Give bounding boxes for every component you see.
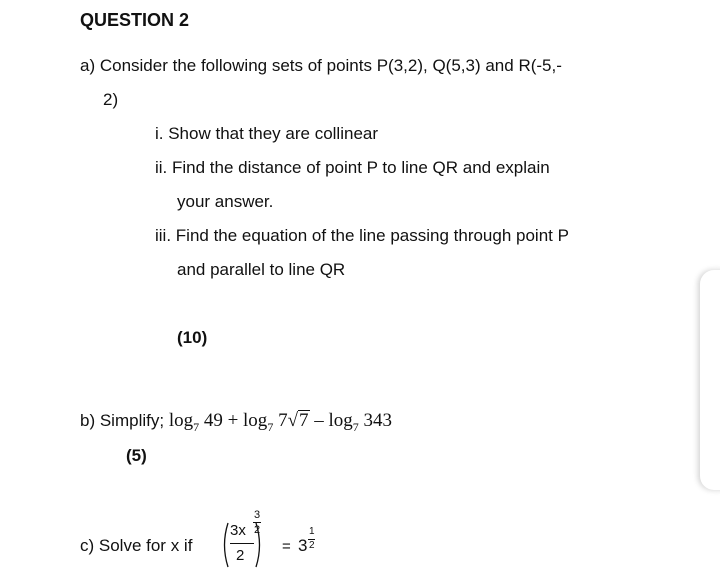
coefficient: 7 xyxy=(278,410,288,431)
log-term-3 xyxy=(328,410,392,434)
rhs-base: 3 xyxy=(298,536,308,555)
log-base: 7 xyxy=(193,419,200,434)
left-paren-icon xyxy=(220,522,230,568)
minus-sign: – xyxy=(314,410,324,431)
item-iii-line1: iii. Find the equation of the line passing through point P xyxy=(155,226,569,245)
log-base: 7 xyxy=(267,419,274,434)
item-iii-line2: and parallel to line QR xyxy=(177,260,346,279)
equals-sign: = xyxy=(282,538,291,555)
part-a-marks: (10) xyxy=(177,328,208,347)
item-i: i. Show that they are collinear xyxy=(155,124,379,143)
exponent-denominator: 2 xyxy=(254,524,261,536)
rhs-exponent-denominator: 2 xyxy=(309,540,315,551)
log-word: log xyxy=(243,410,268,431)
fraction-numerator: 3x xyxy=(230,522,246,539)
part-a-line1: a) Consider the following sets of points P(3,2), Q(5,3) and R(-5,- xyxy=(80,56,562,75)
rhs-exponent-numerator: 1 xyxy=(309,526,315,537)
equation xyxy=(220,509,330,572)
item-ii-line1: ii. Find the distance of point P to line QR and explain xyxy=(155,158,550,177)
fraction-denominator: 2 xyxy=(236,547,245,564)
log-term-2 xyxy=(243,410,309,434)
radicand: 7 xyxy=(299,410,309,431)
part-c-prefix: c) Solve for x if xyxy=(80,536,193,555)
part-b-expression xyxy=(80,410,392,435)
exponent-numerator: 3 xyxy=(254,509,261,521)
fraction-bar xyxy=(230,543,254,544)
exponent-bar xyxy=(253,522,261,523)
log-arg-3: 343 xyxy=(363,410,392,431)
part-b-marks: (5) xyxy=(126,446,147,465)
log-arg-1: 49 xyxy=(203,410,223,431)
part-a-line2: 2) xyxy=(103,90,119,109)
log-word: log xyxy=(328,410,353,431)
question-title: QUESTION 2 xyxy=(80,10,190,30)
plus-sign: + xyxy=(227,410,239,431)
log-word: log xyxy=(168,410,194,431)
sqrt-icon: √ xyxy=(287,410,298,431)
scroll-panel-edge[interactable] xyxy=(700,270,720,490)
log-term-1 xyxy=(168,410,223,434)
part-b-prefix: b) Simplify; xyxy=(80,411,165,430)
item-ii-line2: your answer. xyxy=(177,192,274,211)
log-base: 7 xyxy=(352,419,359,434)
